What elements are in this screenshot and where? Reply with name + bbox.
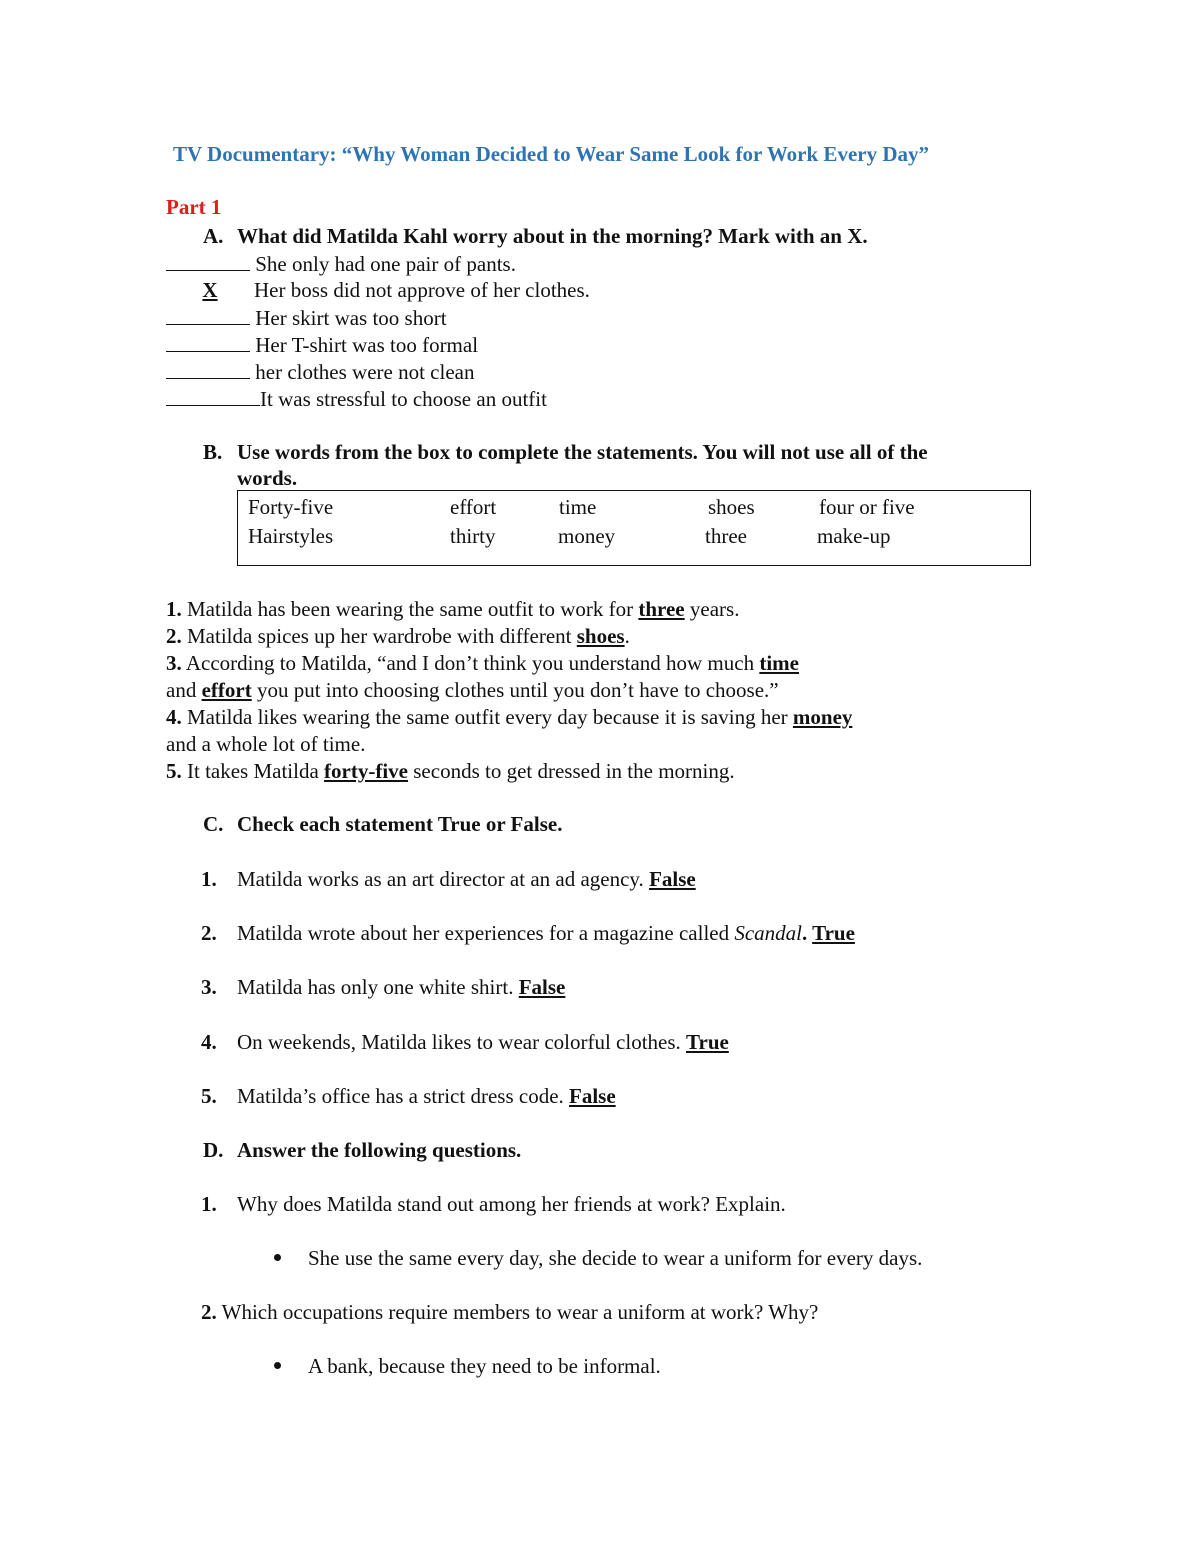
tf-statement xyxy=(237,866,696,893)
section-b-heading: Use words from the box to complete the statements. You will not use all of the xyxy=(237,440,928,464)
answer-blank xyxy=(166,358,250,379)
answer-mark: X xyxy=(202,278,218,302)
statement-text: years. xyxy=(684,597,740,621)
item-text: It was stressful to choose an outfit xyxy=(260,387,547,411)
section-d-label: D. xyxy=(203,1138,224,1162)
section-a-item xyxy=(166,304,447,332)
word-box xyxy=(237,490,1031,566)
statement-3-cont xyxy=(166,677,779,704)
tf-answer: False xyxy=(569,1084,616,1108)
item-text: She only had one pair of pants. xyxy=(250,252,516,276)
tf-number: 2. xyxy=(201,921,217,945)
bullet-icon xyxy=(274,1362,281,1369)
tf-number: 3. xyxy=(201,975,217,999)
tf-answer: False xyxy=(518,975,566,999)
word: make-up xyxy=(817,524,891,548)
tf-statement xyxy=(237,974,565,1001)
statement-text: Matilda spices up her wardrobe with different xyxy=(181,624,577,648)
statement-text: you put into choosing clothes until you don’t have to choose.” xyxy=(251,678,779,702)
statement-3 xyxy=(166,650,799,677)
tf-text: . xyxy=(802,921,813,945)
tf-statement xyxy=(237,1083,616,1110)
tf-text: Matilda wrote about her experiences for a magazine called xyxy=(237,921,735,945)
section-b-heading-cont: words. xyxy=(237,466,298,490)
answer-text: She use the same every day, she decide to wear a uniform for every days. xyxy=(308,1246,923,1270)
statement-number: 5. xyxy=(166,759,182,783)
answer-text: A bank, because they need to be informal. xyxy=(308,1354,661,1378)
question-text: Which occupations require members to wear a uniform at work? Why? xyxy=(216,1300,819,1324)
question-text: Why does Matilda stand out among her friends at work? Explain. xyxy=(237,1192,786,1216)
question-2 xyxy=(201,1299,818,1326)
statement-text: Matilda likes wearing the same outfit every day because it is saving her xyxy=(181,705,793,729)
answer-blank xyxy=(166,304,250,325)
section-d-heading: Answer the following questions. xyxy=(237,1138,522,1162)
part-heading: Part 1 xyxy=(166,195,222,219)
tf-text: Matilda’s office has a strict dress code. xyxy=(237,1084,570,1108)
item-text: Her T-shirt was too formal xyxy=(250,333,479,357)
document-title: TV Documentary: “Why Woman Decided to Wear Same Look for Work Every Day” xyxy=(173,142,929,166)
answer-blank xyxy=(166,331,250,352)
section-a-item xyxy=(166,331,478,359)
statement-text: It takes Matilda xyxy=(181,759,325,783)
magazine-name: Scandal xyxy=(734,921,803,945)
tf-number: 4. xyxy=(201,1030,217,1054)
bullet-icon xyxy=(274,1254,281,1261)
section-a-item xyxy=(166,250,516,278)
tf-statement xyxy=(237,1029,729,1056)
section-c-heading: Check each statement True or False. xyxy=(237,812,563,836)
tf-text: Matilda works as an art director at an ad agency. xyxy=(237,867,650,891)
answer-blank xyxy=(166,385,260,406)
statement-text: and xyxy=(166,678,202,702)
statement-number: 4. xyxy=(166,705,182,729)
statement-number: 1. xyxy=(166,597,182,621)
section-a-heading: What did Matilda Kahl worry about in the morning? Mark with an X. xyxy=(237,224,868,248)
statement-text: According to Matilda, “and I don’t think you understand how much xyxy=(181,651,760,675)
statement-text: and a whole lot of time. xyxy=(166,732,366,756)
statement-answer: forty-five xyxy=(324,759,408,783)
tf-number: 1. xyxy=(201,867,217,891)
statement-text: seconds to get dressed in the morning. xyxy=(408,759,735,783)
statement-answer: time xyxy=(759,651,799,675)
word: Hairstyles xyxy=(248,524,334,548)
item-text: Her boss did not approve of her clothes. xyxy=(254,278,590,302)
section-a-item xyxy=(166,358,474,386)
statement-5 xyxy=(166,758,735,785)
item-text: Her skirt was too short xyxy=(250,306,447,330)
tf-number: 5. xyxy=(201,1084,217,1108)
tf-answer: True xyxy=(812,921,855,945)
tf-statement xyxy=(237,920,855,947)
statement-answer: shoes xyxy=(576,624,625,648)
statement-4-cont xyxy=(166,731,365,758)
word: thirty xyxy=(450,524,496,548)
statement-text: Matilda has been wearing the same outfit to work for xyxy=(181,597,639,621)
tf-answer: False xyxy=(649,867,696,891)
tf-text: On weekends, Matilda likes to wear colorful clothes. xyxy=(237,1030,687,1054)
section-b-label: B. xyxy=(203,440,223,464)
word: four or five xyxy=(819,495,915,519)
answer-blank xyxy=(166,250,250,271)
word: three xyxy=(705,524,747,548)
section-c-label: C. xyxy=(203,812,224,836)
question-number: 1. xyxy=(201,1192,217,1216)
statement-number: 3. xyxy=(166,651,182,675)
word: shoes xyxy=(708,495,755,519)
statement-answer: effort xyxy=(201,678,252,702)
word: effort xyxy=(450,495,497,519)
statement-answer: money xyxy=(792,705,853,729)
word: Forty-five xyxy=(248,495,334,519)
statement-2 xyxy=(166,623,630,650)
tf-answer: True xyxy=(686,1030,729,1054)
statement-1 xyxy=(166,596,739,623)
statement-text: . xyxy=(624,624,630,648)
section-a-label: A. xyxy=(203,224,224,248)
statement-answer: three xyxy=(638,597,685,621)
item-text: her clothes were not clean xyxy=(250,360,475,384)
section-a-item xyxy=(166,385,547,413)
tf-text: Matilda has only one white shirt. xyxy=(237,975,519,999)
question-number: 2. xyxy=(201,1300,217,1324)
word: time xyxy=(559,495,597,519)
section-a-item xyxy=(166,277,590,304)
statement-number: 2. xyxy=(166,624,182,648)
statement-4 xyxy=(166,704,852,731)
word: money xyxy=(558,524,616,548)
